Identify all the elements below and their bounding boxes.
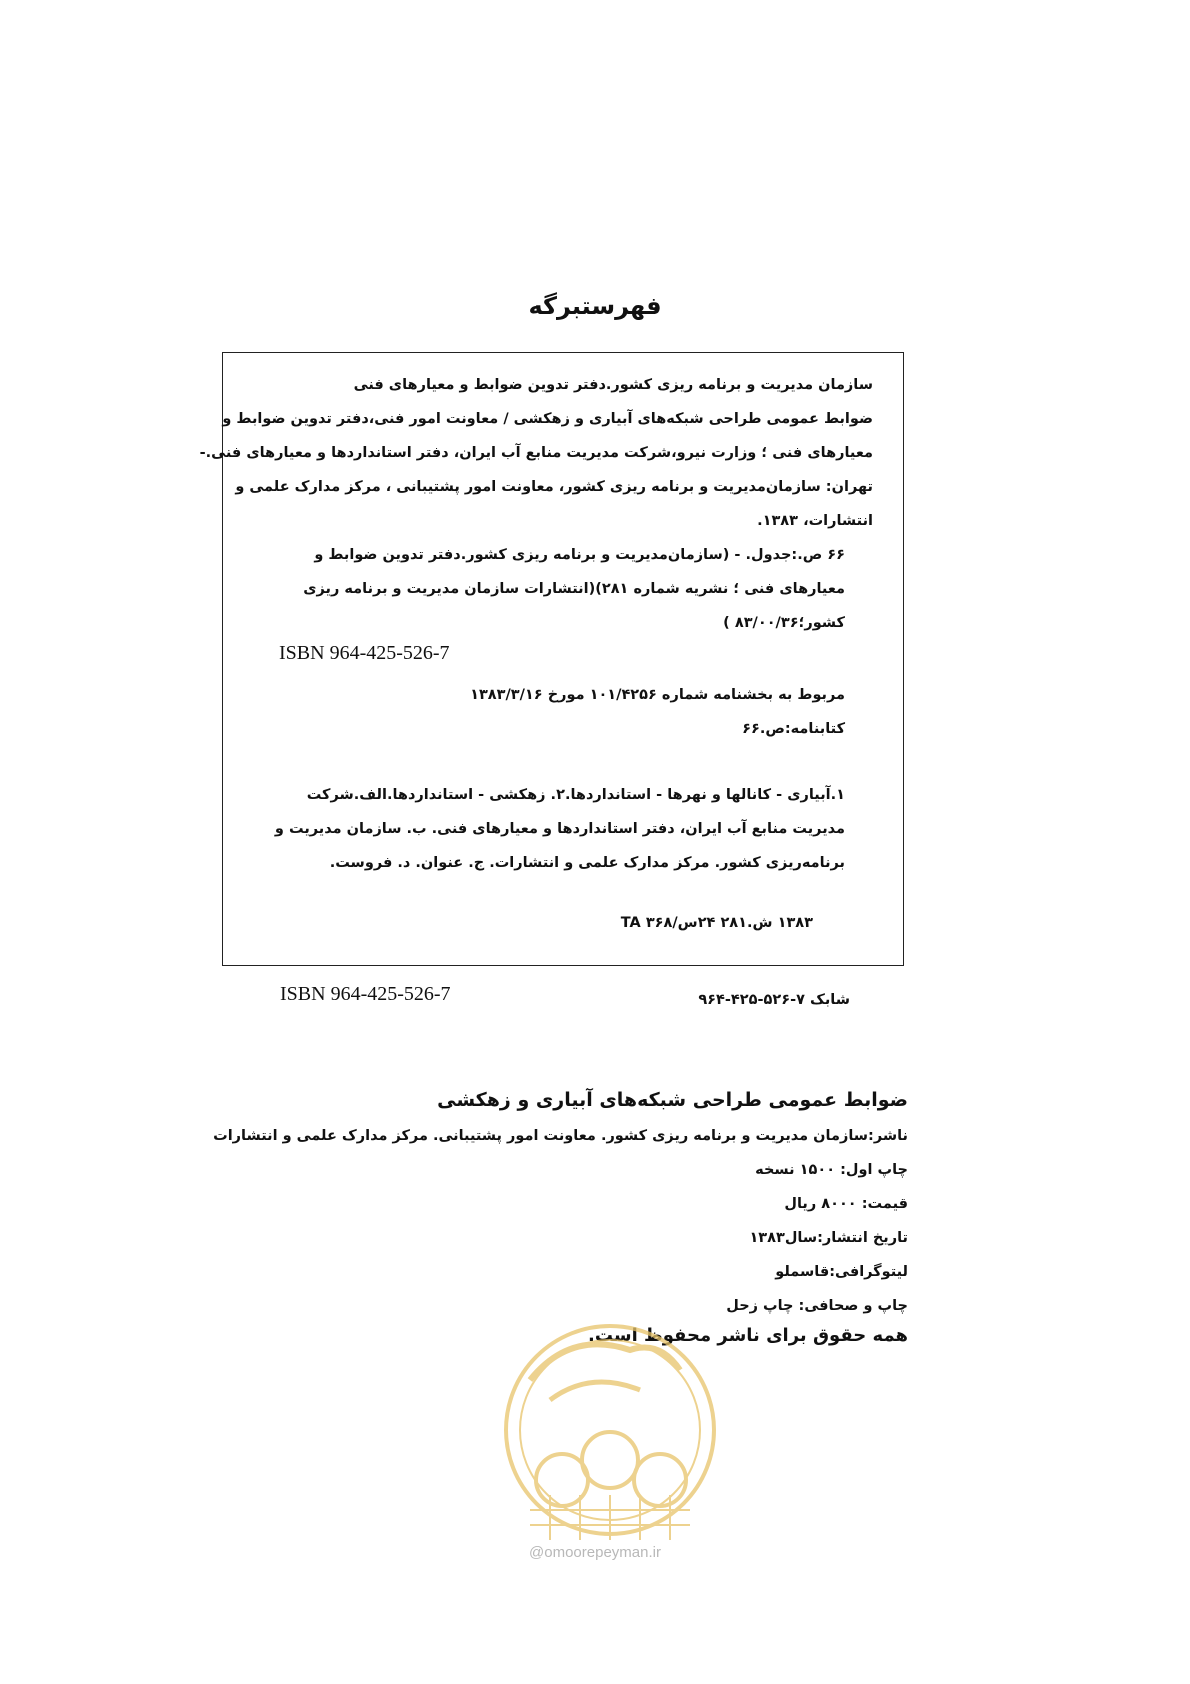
publication-title: ضوابط عمومی طراحی شبکه‌های آبیاری و زهکشی xyxy=(437,1089,908,1111)
date-line: تاریخ انتشار:سال۱۳۸۳ xyxy=(749,1230,908,1246)
isbn-persian: شابک ۷-۵۲۶-۴۲۵-۹۶۴ xyxy=(698,992,850,1008)
catalog-circular: مربوط به بخشنامه شماره ۱۰۱/۴۲۵۶ مورخ ۱۳۸۳/۳/۱۶ xyxy=(470,687,845,703)
catalog-line-8: کشور؛۸۳/۰۰/۳۶ ) xyxy=(723,615,845,631)
first-print-line: چاپ اول: ۱۵۰۰ نسخه xyxy=(755,1162,908,1178)
rights-line: همه حقوق برای ناشر محفوظ است. xyxy=(588,1325,908,1346)
catalog-subject-2: مدیریت منابع آب ایران، دفتر استانداردها و معیارهای فنی. ب. سازمان مدیریت و xyxy=(274,821,845,837)
lithography-line: لیتوگرافی:قاسملو xyxy=(775,1264,908,1280)
catalog-line-2: ضوابط عمومی طراحی شبکه‌های آبیاری و زهکشی / معاونت امور فنی،دفتر تدوین ضوابط و xyxy=(222,411,873,427)
catalog-subject-3: برنامه‌ریزی کشور. مرکز مدارک علمی و انتشارات. ج. عنوان. د. فروست. xyxy=(329,855,845,871)
catalog-bibliography: کتابنامه:ص.۶۶ xyxy=(742,721,845,737)
publisher-line: ناشر:سازمان مدیریت و برنامه ریزی کشور. معاونت امور پشتیبانی. مرکز مدارک علمی و انتشارات xyxy=(213,1128,908,1144)
catalog-subject-1: ۱.آبیاری - کانالها و نهرها - استانداردها.۲. زهکشی - استانداردها.الف.شرکت xyxy=(306,787,845,803)
catalog-line-4: تهران: سازمان‌مدیریت و برنامه ریزی کشور، معاونت امور پشتیبانی ، مرکز مدارک علمی و xyxy=(235,479,873,495)
watermark-logo xyxy=(490,1310,730,1570)
catalog-line-1: سازمان مدیریت و برنامه ریزی کشور.دفتر تدوین ضوابط و معیارهای فنی xyxy=(353,377,873,393)
isbn-latin: ISBN 964-425-526-7 xyxy=(280,983,451,1005)
catalog-title: فهرستبرگه xyxy=(528,292,662,320)
catalog-call-number: ۱۳۸۳ ش.۲۸۱ ۲۴س/۳۶۸ TA xyxy=(620,915,813,931)
watermark-url: @omoorepeyman.ir xyxy=(529,1544,661,1561)
catalog-line-5: انتشارات، ۱۳۸۳. xyxy=(757,513,873,529)
catalog-line-3: معیارهای فنی ؛ وزارت نیرو،شرکت مدیریت منابع آب ایران، دفتر استانداردها و معیارهای فنی.- xyxy=(199,445,873,461)
catalog-line-7: معیارهای فنی ؛ نشریه شماره ۲۸۱)(انتشارات سازمان مدیریت و برنامه ریزی xyxy=(303,581,845,597)
catalog-isbn: ISBN 964-425-526-7 xyxy=(279,642,450,664)
price-line: قیمت: ۸۰۰۰ ریال xyxy=(784,1196,908,1212)
catalog-line-6: ۶۶ ص.:جدول. - (سازمان‌مدیریت و برنامه ریزی کشور.دفتر تدوین ضوابط و xyxy=(314,547,845,563)
printing-line: چاپ و صحافی: چاپ زحل xyxy=(726,1298,908,1314)
catalog-box xyxy=(199,352,904,966)
